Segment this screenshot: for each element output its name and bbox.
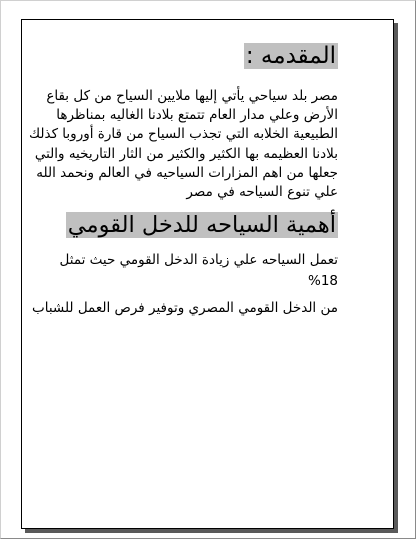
intro-heading-block xyxy=(27,36,338,76)
tourism-income-paragraph: تعمل السياحه علي زيادة الدخل القومي حيث تمثل 18% xyxy=(59,252,338,290)
importance-heading: أهمية السياحه للدخل القومي xyxy=(67,212,336,239)
jobs-paragraph: من الدخل القومي المصري وتوفير فرص العمل للشباب xyxy=(32,300,338,317)
intro-heading: المقدمه : xyxy=(245,43,336,69)
importance-heading-block xyxy=(27,204,338,246)
page-content xyxy=(27,36,338,325)
intro-paragraph: مصر بلد سياحي يأتي إليها ملايين السياح من كل بقاع الأرض وعلي مدار العام تتمتع بلادنا الغاليه بمناظرها الطبيعية الخلابه التي تجذب السياح من قارة أوروبا كذلك بلادنا العظيمه بها الكثير والكثير من الثار التاريخيه والتي جعلها من اهم المزارات السياحيه في العالم ونحمد الله علي تنوع السياحه في مصر xyxy=(29,88,338,201)
